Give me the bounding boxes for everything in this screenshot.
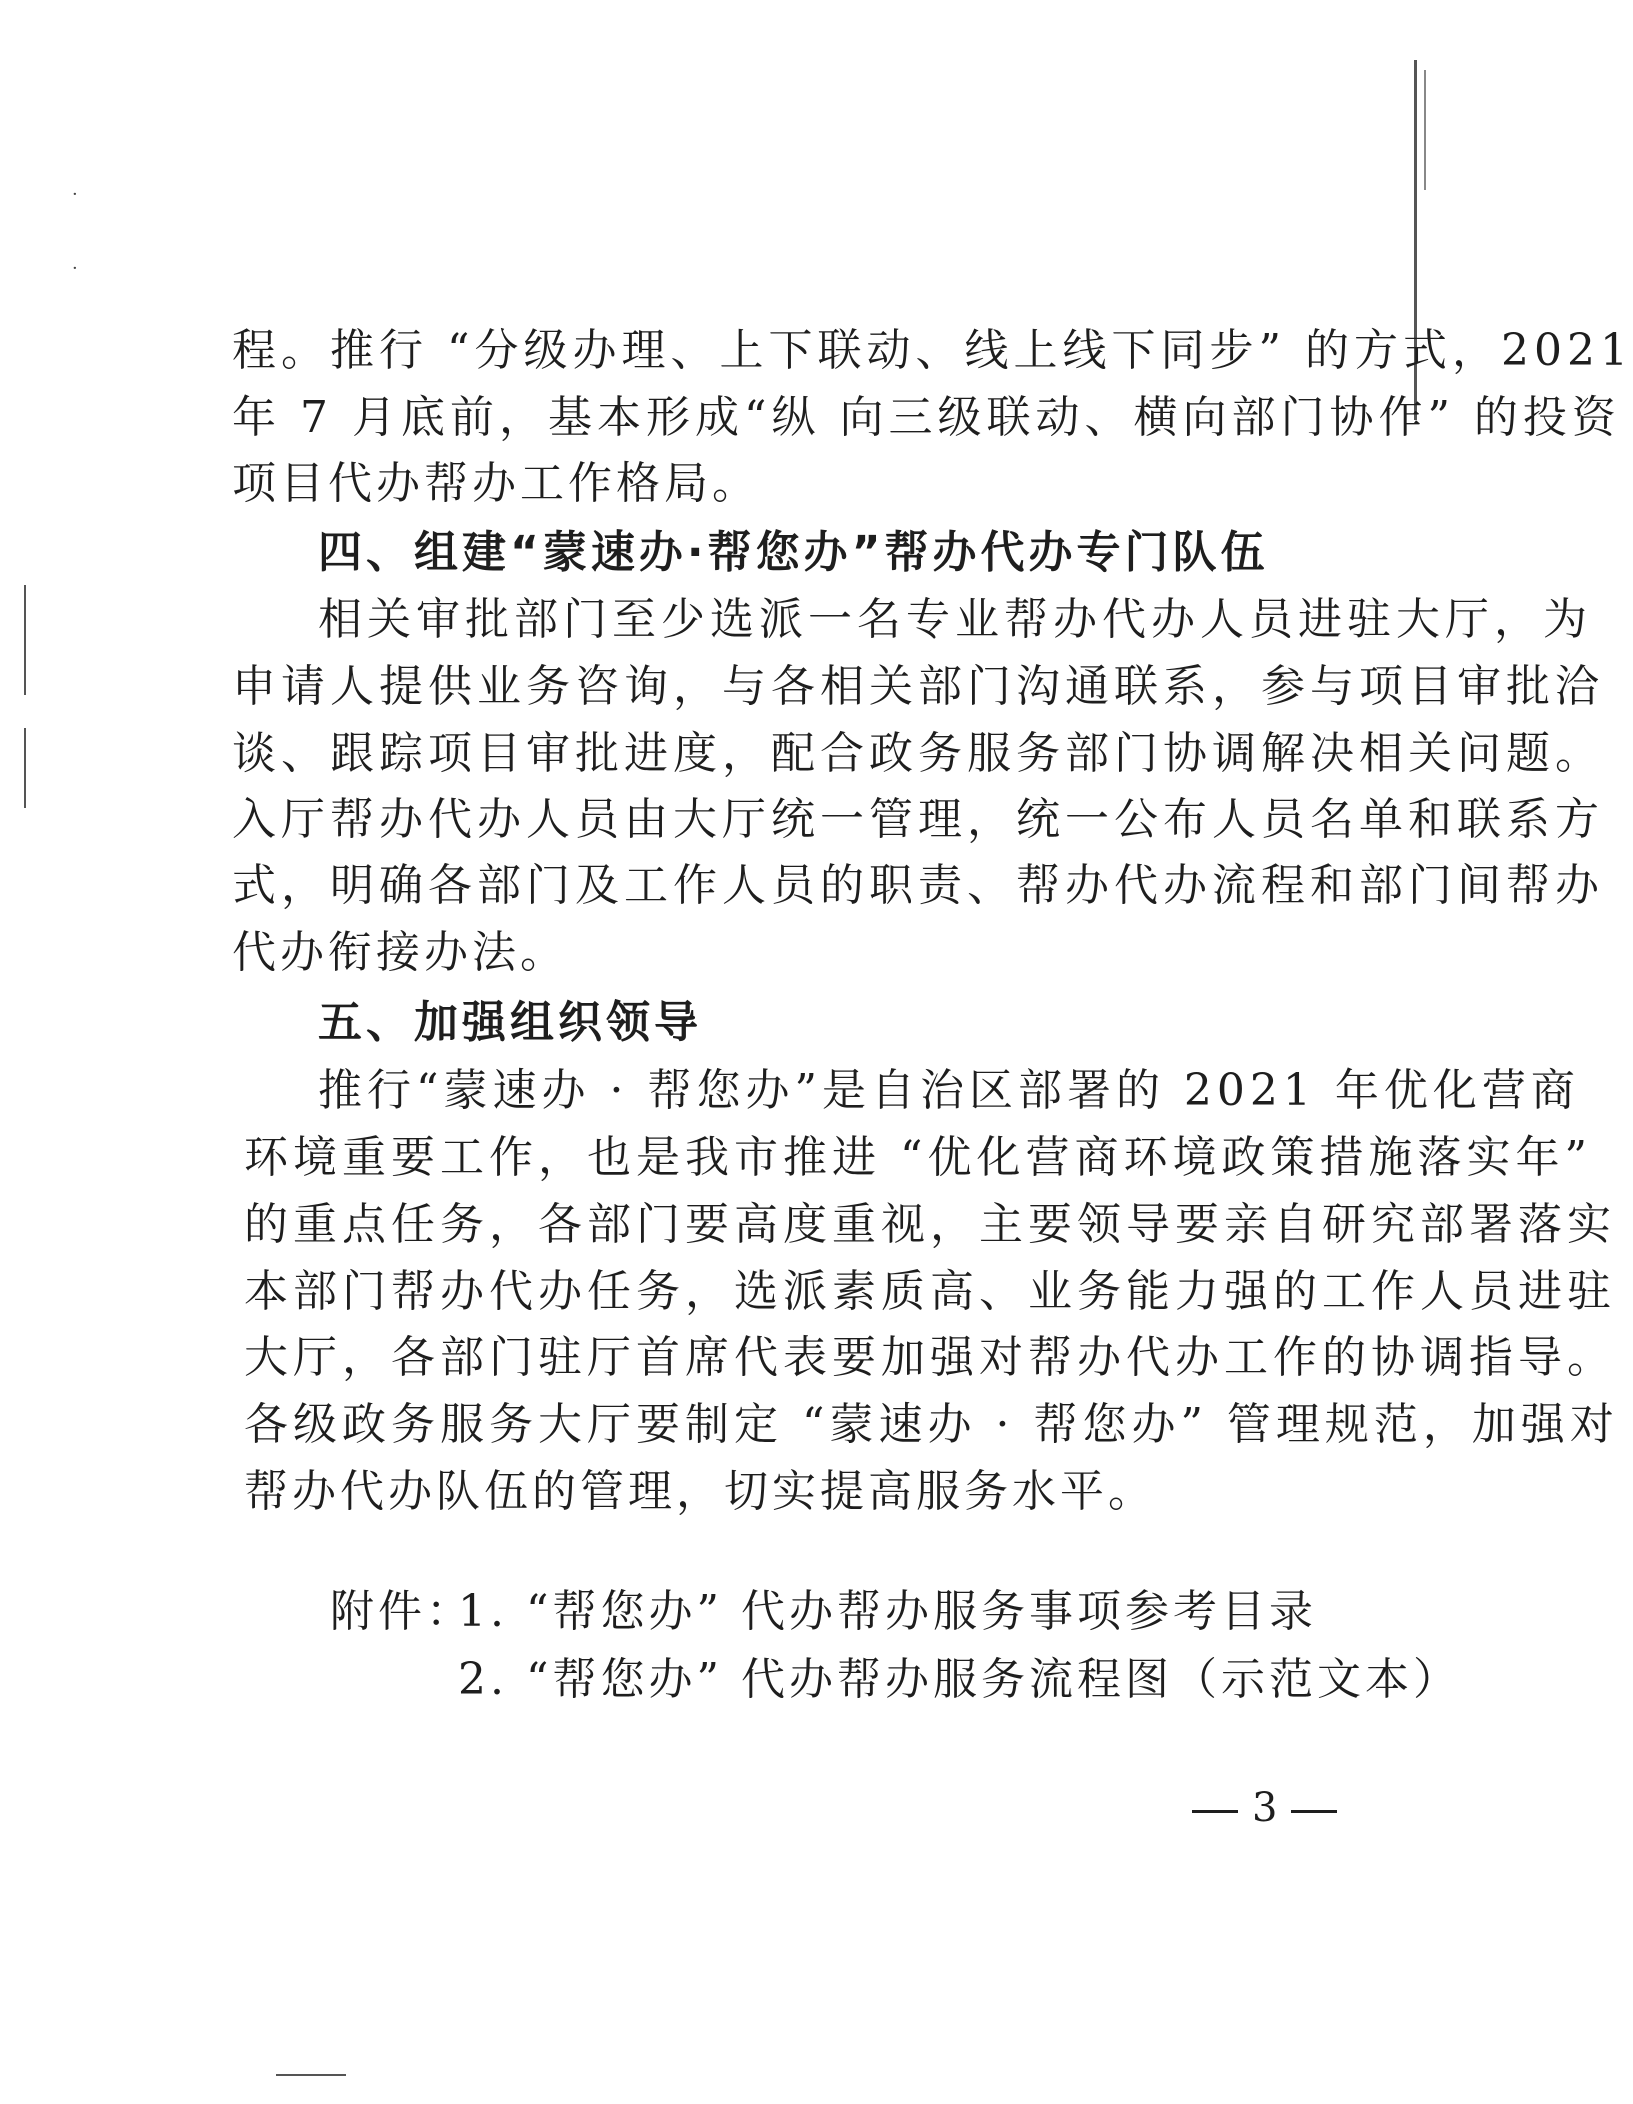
text-line: 大厅，各部门驻厅首席代表要加强对帮办代办工作的协调指导。 <box>244 1332 1616 1383</box>
page-number-dash-left <box>1192 1810 1238 1813</box>
text-line: 入厅帮办代办人员由大厅统一管理，统一公布人员名单和联系方 <box>232 794 1604 845</box>
attachments-label: 附件： <box>330 1586 474 1637</box>
page-number-value: 3 <box>1252 1785 1278 1831</box>
text-line: 相关审批部门至少选派一名专业帮办代办人员进驻大厅，为 <box>318 594 1592 645</box>
text-line: 帮办代办队伍的管理，切实提高服务水平。 <box>244 1466 1156 1517</box>
scan-speck: · <box>72 258 78 279</box>
text-line: 年 7 月底前，基本形成“纵 向三级联动、横向部门协作” 的投资 <box>232 392 1621 443</box>
section-5-heading: 五、加强组织领导 <box>318 997 702 1048</box>
text-line: 谈、跟踪项目审批进度，配合政务服务部门协调解决相关问题。 <box>232 728 1604 779</box>
page-number <box>1178 1784 1351 1832</box>
text-line: 申请人提供业务咨询，与各相关部门沟通联系，参与项目审批洽 <box>232 661 1604 712</box>
page-number-dash-right <box>1291 1810 1337 1813</box>
binding-edge-mark-2 <box>1424 70 1426 190</box>
text-line: 代办衔接办法。 <box>232 927 568 978</box>
section-4-heading: 四、组建“蒙速办·帮您办”帮办代办专门队伍 <box>318 527 1269 578</box>
text-line: 推行“蒙速办 · 帮您办”是自治区部署的 2021 年优化营商 <box>318 1065 1580 1116</box>
text-line: 程。推行 “分级办理、上下联动、线上线下同步” 的方式，2021 <box>232 325 1633 376</box>
text-line: 环境重要工作，也是我市推进 “优化营商环境政策措施落实年” <box>244 1132 1592 1183</box>
scan-speck: · <box>72 184 78 205</box>
text-line: 项目代办帮办工作格局。 <box>232 458 760 509</box>
left-margin-mark-2 <box>24 728 26 808</box>
left-margin-mark-1 <box>24 585 26 695</box>
text-line: 式，明确各部门及工作人员的职责、帮办代办流程和部门间帮办 <box>232 860 1604 911</box>
text-line: 各级政务服务大厅要制定 “蒙速办 · 帮您办” 管理规范，加强对 <box>244 1399 1619 1450</box>
text-line: 本部门帮办代办任务，选派素质高、业务能力强的工作人员进驻 <box>244 1266 1616 1317</box>
bottom-footer-line <box>276 2074 346 2076</box>
text-line: 的重点任务，各部门要高度重视，主要领导要亲自研究部署落实 <box>244 1199 1616 1250</box>
attachment-item: 1. “帮您办” 代办帮办服务事项参考目录 <box>458 1586 1317 1637</box>
attachment-item: 2. “帮您办” 代办帮办服务流程图（示范文本） <box>458 1654 1461 1705</box>
